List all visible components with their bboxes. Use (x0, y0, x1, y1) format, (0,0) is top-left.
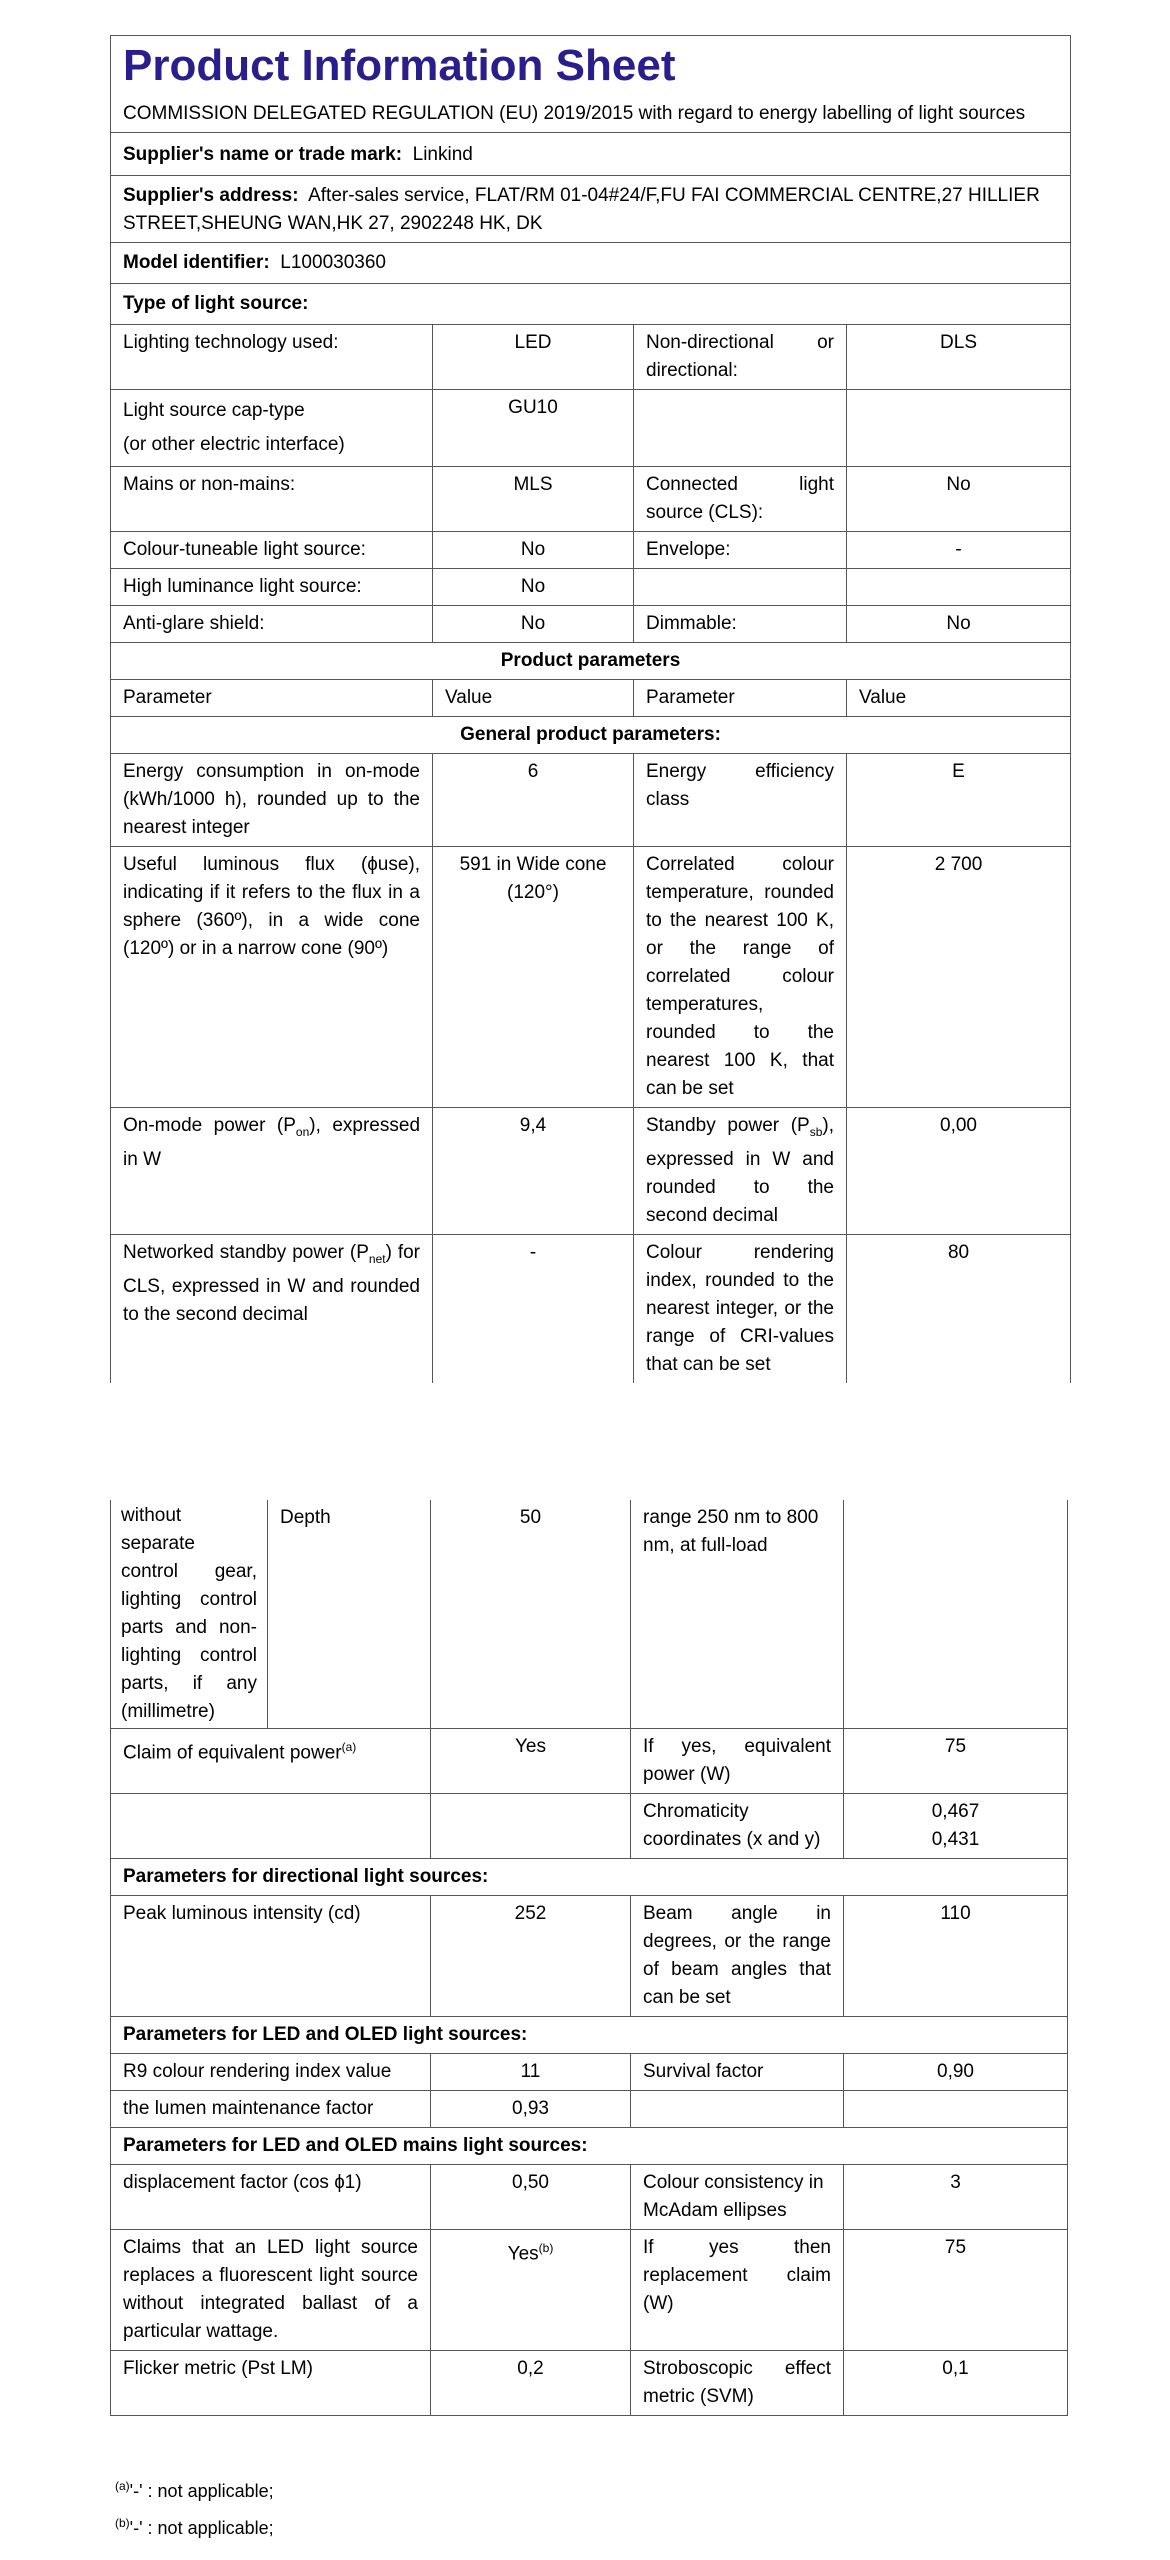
mains-value: MLS (433, 467, 634, 532)
displacement-value: 0,50 (431, 2165, 631, 2230)
displacement-label: displacement factor (cos ɸ1) (111, 2165, 431, 2230)
title-row (111, 36, 1071, 133)
mains-heading-row (111, 2128, 1068, 2165)
footnote-a: $^{(a)}$'-' : not applicable; (115, 2479, 274, 2501)
dimmable-value: No (847, 606, 1071, 643)
directional-label: Non-directional or directional: (634, 325, 847, 390)
standby-label: Standby power $(P_{sb})$, expressed in W and rounded to the second decimal (634, 1108, 847, 1235)
directional-heading: Parameters for directional light sources: (111, 1859, 1068, 1896)
lumen-maint-value: 0,93 (431, 2091, 631, 2128)
info-table-2 (110, 1500, 1068, 2416)
flicker-label: Flicker metric (Pst LM) (111, 2351, 431, 2416)
depth-value: 50 (431, 1500, 631, 1729)
cct-value: 2 700 (847, 847, 1071, 1108)
supplier-address-label: Supplier's address: (123, 185, 299, 206)
regulation-text: COMMISSION DELEGATED REGULATION (EU) 2019/2015 with regard to energy labelling of light sources (123, 103, 1026, 124)
high-lum-value: No (433, 569, 634, 606)
chroma-y: 0,431 (931, 1829, 980, 1850)
lighting-tech-value: LED (433, 325, 634, 390)
replace-claim-value: Yes$^{(b)}$ (431, 2230, 631, 2351)
dimmable-label: Dimmable: (634, 606, 847, 643)
general-heading-row (111, 717, 1071, 754)
type-row-5 (111, 569, 1071, 606)
type-row-4 (111, 532, 1071, 569)
equiv-power-label: If yes, equivalent power (W) (631, 1729, 844, 1794)
model-identifier: L100030360 (280, 252, 386, 273)
replace-power-value: 75 (844, 2230, 1068, 2351)
product-params-heading-row (111, 643, 1071, 680)
on-power-value: 9,4 (433, 1108, 634, 1235)
peak-row (111, 1896, 1068, 2017)
replace-label: Claims that an LED light source replaces a fluorescent light source without integrated ballast of a particular wattage. (111, 2230, 431, 2351)
directional-value: DLS (847, 325, 1071, 390)
standby-value: 0,00 (847, 1108, 1071, 1235)
cri-label: Colour rendering index, rounded to the nearest integer, or the range of CRI-values that can be set (634, 1234, 847, 1383)
antiglare-value: No (433, 606, 634, 643)
product-params-heading: Product parameters (111, 643, 1071, 680)
led-heading-row (111, 2017, 1068, 2054)
type-heading-row (111, 284, 1071, 325)
energy-label: Energy consumption in on-mode (kWh/1000 h), rounded up to the nearest integer (111, 754, 433, 847)
supplier-address-row (111, 176, 1071, 243)
colour-tuneable-value: No (433, 532, 634, 569)
equiv-claim-value: Yes (431, 1729, 631, 1794)
col-value-1: Value (433, 680, 634, 717)
stroboscopic-value: 0,1 (844, 2351, 1068, 2416)
net-label: Networked standby power $(P_{net})$ for CLS, expressed in W and rounded to the second decimal (111, 1234, 433, 1383)
envelope-label: Envelope: (634, 532, 847, 569)
power-row (111, 1108, 1071, 1235)
net-value: - (433, 1234, 634, 1383)
info-table (110, 35, 1071, 1383)
mains-label: Mains or non-mains: (111, 467, 433, 532)
footnotes (115, 2470, 274, 2544)
col-parameter-1: Parameter (111, 680, 433, 717)
high-lum-label: High luminance light source: (111, 569, 433, 606)
peak-label: Peak luminous intensity (cd) (111, 1896, 431, 2017)
displacement-row (111, 2165, 1068, 2230)
equiv-row (111, 1729, 1068, 1794)
replace-row (111, 2230, 1068, 2351)
cls-label: Connected light source (CLS): (634, 467, 847, 532)
footnote-b: $^{(b)}$'-' : not applicable; (115, 2516, 274, 2538)
antiglare-label: Anti-glare shield: (111, 606, 433, 643)
energy-row (111, 754, 1071, 847)
efficiency-label: Energy efficiency class (634, 754, 847, 847)
flicker-row (111, 2351, 1068, 2416)
survival-label: Survival factor (631, 2054, 844, 2091)
flicker-value: 0,2 (431, 2351, 631, 2416)
stroboscopic-label: Stroboscopic effect metric (SVM) (631, 2351, 844, 2416)
type-row-1 (111, 325, 1071, 390)
colour-tuneable-label: Colour-tuneable light source: (111, 532, 433, 569)
dimensions-label: without separate control gear, lighting control parts and non-lighting control parts, if any (millimetre) (111, 1500, 268, 1729)
col-value-2: Value (847, 680, 1071, 717)
on-power-label: On-mode power $(P_{on})$, expressed in W (111, 1108, 433, 1235)
survival-value: 0,90 (844, 2054, 1068, 2091)
type-row-2 (111, 390, 1071, 467)
r9-row (111, 2054, 1068, 2091)
directional-heading-row (111, 1859, 1068, 1896)
general-heading: General product parameters: (111, 717, 1071, 754)
cls-value: No (847, 467, 1071, 532)
depth-label: Depth (268, 1500, 431, 1729)
info-sheet-part-2 (110, 1500, 1067, 2416)
cap-label-1: Light source cap-type (123, 400, 305, 421)
type-row-6 (111, 606, 1071, 643)
model-label: Model identifier: (123, 252, 270, 273)
cct-label: Correlated colour temperature, rounded to the nearest 100 K, or the range of correlated colour temperatures, rounded to the nearest 100 K, that can be set (634, 847, 847, 1108)
replace-power-label: If yes then replacement claim (W) (631, 2230, 844, 2351)
consistency-value: 3 (844, 2165, 1068, 2230)
lumen-maint-label: the lumen maintenance factor (111, 2091, 431, 2128)
range-text: range 250 nm to 800 nm, at full-load (631, 1500, 844, 1729)
chroma-x: 0,467 (931, 1801, 980, 1822)
supplier-address: After-sales service, FLAT/RM 01-04#24/F,FU FAI COMMERCIAL CENTRE,27 HILLIER STREET,SHEUNG WAN,HK 27, 2902248 HK, DK (123, 185, 1040, 234)
flux-label: Useful luminous flux (ɸuse), indicating if it refers to the flux in a sphere (360º), in a wide cone (120º) or in a narrow cone (90º) (111, 847, 433, 1108)
networked-row (111, 1234, 1071, 1383)
chroma-row (111, 1794, 1068, 1859)
envelope-value: - (847, 532, 1071, 569)
r9-value: 11 (431, 2054, 631, 2091)
cap-value: GU10 (433, 390, 634, 467)
lighting-tech-label: Lighting technology used: (111, 325, 433, 390)
energy-value: 6 (433, 754, 634, 847)
equiv-power-value: 75 (844, 1729, 1068, 1794)
col-parameter-2: Parameter (634, 680, 847, 717)
lumen-row (111, 2091, 1068, 2128)
supplier-name-row (111, 133, 1071, 176)
mains-heading: Parameters for LED and OLED mains light sources: (111, 2128, 1068, 2165)
cap-label-2: (or other electric interface) (123, 434, 345, 455)
supplier-name: Linkind (412, 144, 473, 165)
consistency-label: Colour consistency in McAdam ellipses (631, 2165, 844, 2230)
peak-value: 252 (431, 1896, 631, 2017)
type-row-3 (111, 467, 1071, 532)
equiv-claim-label: Claim of equivalent power$^{(a)}$ (111, 1729, 431, 1794)
type-heading: Type of light source: (111, 284, 1071, 325)
flux-value: 591 in Wide cone (120°) (433, 847, 634, 1108)
flux-row (111, 847, 1071, 1108)
r9-label: R9 colour rendering index value (111, 2054, 431, 2091)
info-sheet-part-1 (110, 35, 1070, 1383)
beam-label: Beam angle in degrees, or the range of beam angles that can be set (631, 1896, 844, 2017)
chroma-values (844, 1794, 1068, 1859)
efficiency-value: E (847, 754, 1071, 847)
beam-value: 110 (844, 1896, 1068, 2017)
cri-value: 80 (847, 1234, 1071, 1383)
chroma-label: Chromaticity coordinates (x and y) (631, 1794, 844, 1859)
dimensions-row (111, 1500, 1068, 1729)
led-heading: Parameters for LED and OLED light sources: (111, 2017, 1068, 2054)
model-row (111, 243, 1071, 284)
supplier-name-label: Supplier's name or trade mark: (123, 144, 403, 165)
page-title: Product Information Sheet (123, 41, 676, 90)
column-header-row (111, 680, 1071, 717)
